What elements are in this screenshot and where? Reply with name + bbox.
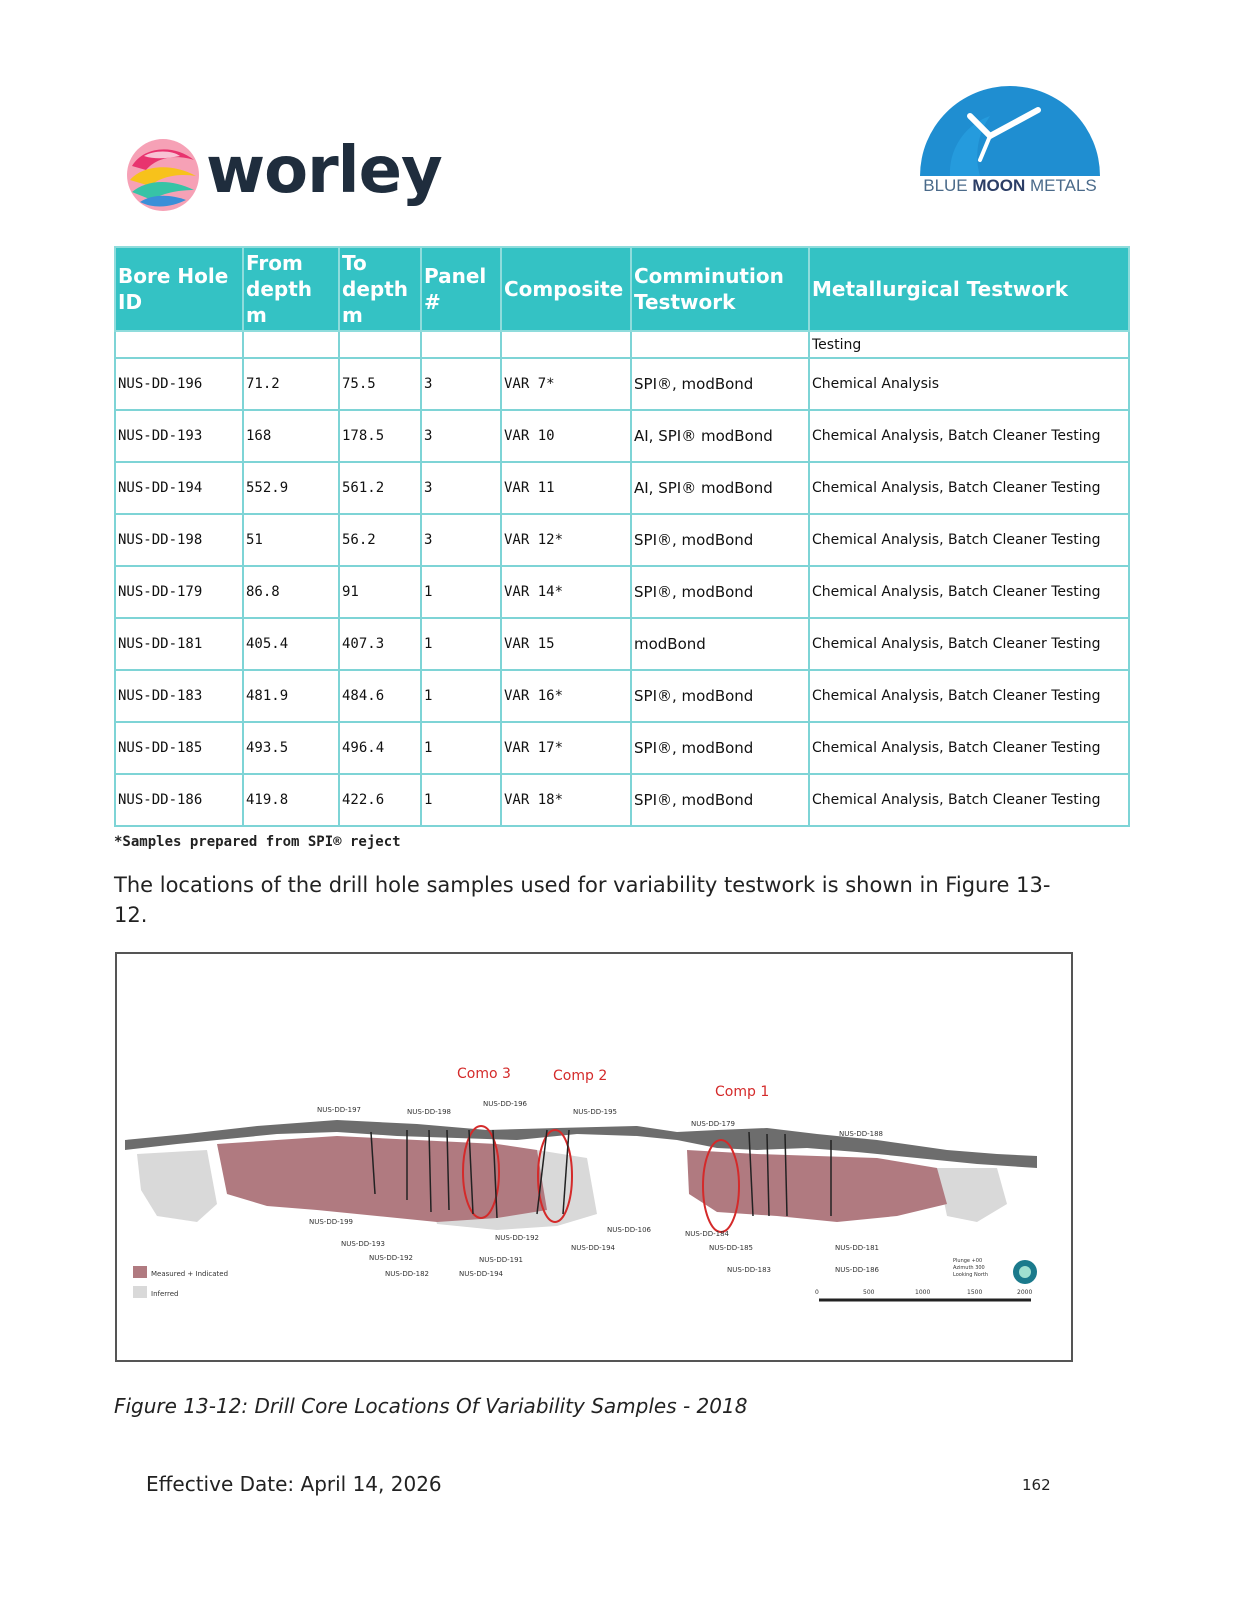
table-cell: 1 bbox=[421, 774, 501, 826]
table-cell: NUS-DD-193 bbox=[115, 410, 243, 462]
scale-tick-label: 500 bbox=[863, 1289, 875, 1296]
table-cell: VAR 16* bbox=[501, 670, 631, 722]
drill-core-figure bbox=[115, 952, 1073, 1362]
table-cell: VAR 14* bbox=[501, 566, 631, 618]
header-from-depth: From depth m bbox=[243, 247, 339, 331]
table-row bbox=[115, 410, 1129, 462]
table-cell: 405.4 bbox=[243, 618, 339, 670]
hole-label: NUS-DD-193 bbox=[341, 1240, 385, 1248]
table-cell: 1 bbox=[421, 670, 501, 722]
table-row bbox=[115, 566, 1129, 618]
hole-label: NUS-DD-181 bbox=[835, 1244, 879, 1252]
table-row bbox=[115, 670, 1129, 722]
orientation-text: Looking North bbox=[953, 1272, 989, 1278]
table-cell: VAR 10 bbox=[501, 410, 631, 462]
header-panel: Panel # bbox=[421, 247, 501, 331]
header-bore-hole-id: Bore Hole ID bbox=[115, 247, 243, 331]
legend-label: Measured + Indicated bbox=[151, 1270, 229, 1278]
table-cell: Chemical Analysis, Batch Cleaner Testing bbox=[809, 514, 1129, 566]
table-cell: Chemical Analysis, Batch Cleaner Testing bbox=[809, 722, 1129, 774]
hole-label: NUS-DD-185 bbox=[709, 1244, 753, 1252]
table-cell: NUS-DD-181 bbox=[115, 618, 243, 670]
scale-tick-label: 1500 bbox=[967, 1289, 983, 1296]
hole-label: NUS-DD-106 bbox=[607, 1226, 651, 1234]
table-cell: 3 bbox=[421, 514, 501, 566]
table-row bbox=[115, 722, 1129, 774]
hole-label: NUS-DD-197 bbox=[317, 1106, 361, 1114]
hole-label: NUS-DD-192 bbox=[495, 1234, 539, 1242]
table-cell: 86.8 bbox=[243, 566, 339, 618]
table-cell: SPI®, modBond bbox=[631, 670, 809, 722]
table-cell: 1 bbox=[421, 566, 501, 618]
comp-label: Como 3 bbox=[457, 1066, 511, 1082]
table-cell: NUS-DD-185 bbox=[115, 722, 243, 774]
table-cell: NUS-DD-179 bbox=[115, 566, 243, 618]
table-cell: NUS-DD-194 bbox=[115, 462, 243, 514]
hole-label: NUS-DD-196 bbox=[483, 1100, 527, 1108]
table-cell: NUS-DD-198 bbox=[115, 514, 243, 566]
table-cell: Chemical Analysis, Batch Cleaner Testing bbox=[809, 462, 1129, 514]
table-cell: VAR 7* bbox=[501, 358, 631, 410]
worley-swirl-icon bbox=[124, 136, 202, 214]
table-cell: SPI®, modBond bbox=[631, 514, 809, 566]
table-cell: modBond bbox=[631, 618, 809, 670]
table-cell: NUS-DD-183 bbox=[115, 670, 243, 722]
hole-label: NUS-DD-194 bbox=[459, 1270, 503, 1278]
table-row bbox=[115, 774, 1129, 826]
table-cell: NUS-DD-186 bbox=[115, 774, 243, 826]
table-cell: VAR 11 bbox=[501, 462, 631, 514]
table-cell: 552.9 bbox=[243, 462, 339, 514]
table-row bbox=[115, 358, 1129, 410]
table-cell: 422.6 bbox=[339, 774, 421, 826]
table-cell: SPI®, modBond bbox=[631, 358, 809, 410]
hole-label: NUS-DD-179 bbox=[691, 1120, 735, 1128]
orientation-text: Azimuth 300 bbox=[953, 1265, 985, 1271]
table-cell: VAR 18* bbox=[501, 774, 631, 826]
table-cell: 481.9 bbox=[243, 670, 339, 722]
table-cell: 1 bbox=[421, 618, 501, 670]
table-row bbox=[115, 462, 1129, 514]
blue-moon-metals-logo bbox=[910, 76, 1110, 206]
figure-caption: Figure 13-12: Drill Core Locations Of Variability Samples - 2018 bbox=[114, 1394, 748, 1418]
page-number: 162 bbox=[1022, 1476, 1051, 1494]
table-cell: SPI®, modBond bbox=[631, 774, 809, 826]
table-cell bbox=[421, 331, 501, 358]
hole-label: NUS-DD-194 bbox=[571, 1244, 615, 1252]
table-cell: VAR 15 bbox=[501, 618, 631, 670]
table-row bbox=[115, 514, 1129, 566]
header-metallurgical-testwork: Metallurgical Testwork bbox=[809, 247, 1129, 331]
table-cell: 91 bbox=[339, 566, 421, 618]
table-cell bbox=[115, 331, 243, 358]
table-row bbox=[115, 331, 1129, 358]
table-header-row bbox=[115, 247, 1129, 331]
long-section-diagram bbox=[117, 954, 1071, 1360]
variability-samples-table bbox=[114, 246, 1130, 827]
worley-logo bbox=[124, 132, 444, 222]
hole-label: NUS-DD-198 bbox=[407, 1108, 451, 1116]
comp-label: Comp 1 bbox=[715, 1084, 770, 1100]
header-composite: Composite bbox=[501, 247, 631, 331]
table-cell: 561.2 bbox=[339, 462, 421, 514]
table-cell: 56.2 bbox=[339, 514, 421, 566]
hole-label: NUS-DD-182 bbox=[385, 1270, 429, 1278]
table-cell: SPI®, modBond bbox=[631, 722, 809, 774]
scale-tick-label: 2000 bbox=[1017, 1289, 1033, 1296]
table-cell: 3 bbox=[421, 410, 501, 462]
scale-tick-label: 1000 bbox=[915, 1289, 931, 1296]
table-row bbox=[115, 618, 1129, 670]
scale-tick-label: 0 bbox=[815, 1289, 819, 1296]
table-cell: 75.5 bbox=[339, 358, 421, 410]
table-cell: 51 bbox=[243, 514, 339, 566]
table-cell: NUS-DD-196 bbox=[115, 358, 243, 410]
hole-label: NUS-DD-199 bbox=[309, 1218, 353, 1226]
hole-label: NUS-DD-183 bbox=[727, 1266, 771, 1274]
hole-label: NUS-DD-186 bbox=[835, 1266, 879, 1274]
inferred-zone bbox=[137, 1150, 217, 1222]
table-footnote: *Samples prepared from SPI® reject bbox=[114, 834, 401, 850]
table-cell: Chemical Analysis bbox=[809, 358, 1129, 410]
table-cell: 71.2 bbox=[243, 358, 339, 410]
comp-label: Comp 2 bbox=[553, 1068, 608, 1084]
effective-date: Effective Date: April 14, 2026 bbox=[146, 1472, 442, 1496]
table-cell: SPI®, modBond bbox=[631, 566, 809, 618]
hole-label: NUS-DD-192 bbox=[369, 1254, 413, 1262]
table-cell: AI, SPI® modBond bbox=[631, 462, 809, 514]
table-cell bbox=[339, 331, 421, 358]
blue-moon-metals-wordmark: BLUE MOON METALS bbox=[923, 176, 1097, 195]
header-to-depth: To depth m bbox=[339, 247, 421, 331]
table-cell: 3 bbox=[421, 462, 501, 514]
orientation-text: Plunge +00 bbox=[953, 1258, 983, 1264]
table-cell: 3 bbox=[421, 358, 501, 410]
table-cell bbox=[501, 331, 631, 358]
inferred-zone bbox=[937, 1168, 1007, 1222]
moon-clock-icon bbox=[910, 76, 1110, 176]
table-cell: 496.4 bbox=[339, 722, 421, 774]
worley-wordmark: worley bbox=[206, 134, 442, 208]
hole-label: NUS-DD-184 bbox=[685, 1230, 729, 1238]
hole-label: NUS-DD-195 bbox=[573, 1108, 617, 1116]
hole-label: NUS-DD-188 bbox=[839, 1130, 883, 1138]
table-cell: 168 bbox=[243, 410, 339, 462]
table-cell: 419.8 bbox=[243, 774, 339, 826]
table-cell: AI, SPI® modBond bbox=[631, 410, 809, 462]
legend-swatch-inferred bbox=[133, 1286, 147, 1298]
table-cell: VAR 17* bbox=[501, 722, 631, 774]
table-cell: Chemical Analysis, Batch Cleaner Testing bbox=[809, 618, 1129, 670]
table-cell: 407.3 bbox=[339, 618, 421, 670]
compass-icon-center bbox=[1019, 1266, 1031, 1278]
table-cell bbox=[243, 331, 339, 358]
table-cell: Chemical Analysis, Batch Cleaner Testing bbox=[809, 774, 1129, 826]
table-cell: 1 bbox=[421, 722, 501, 774]
table-cell: 484.6 bbox=[339, 670, 421, 722]
legend-label: Inferred bbox=[151, 1290, 179, 1298]
header-comminution-testwork: Comminution Testwork bbox=[631, 247, 809, 331]
measured-indicated-zone bbox=[687, 1150, 947, 1222]
body-paragraph: The locations of the drill hole samples used for variability testwork is shown in Figure 13-12. bbox=[114, 873, 1051, 927]
table-cell: Chemical Analysis, Batch Cleaner Testing bbox=[809, 566, 1129, 618]
table-cell bbox=[631, 331, 809, 358]
table-cell: Testing bbox=[809, 331, 1129, 358]
table-cell: VAR 12* bbox=[501, 514, 631, 566]
table-cell: Chemical Analysis, Batch Cleaner Testing bbox=[809, 670, 1129, 722]
table-cell: 178.5 bbox=[339, 410, 421, 462]
table-cell: 493.5 bbox=[243, 722, 339, 774]
hole-label: NUS-DD-191 bbox=[479, 1256, 523, 1264]
legend-swatch-measured bbox=[133, 1266, 147, 1278]
table-cell: Chemical Analysis, Batch Cleaner Testing bbox=[809, 410, 1129, 462]
